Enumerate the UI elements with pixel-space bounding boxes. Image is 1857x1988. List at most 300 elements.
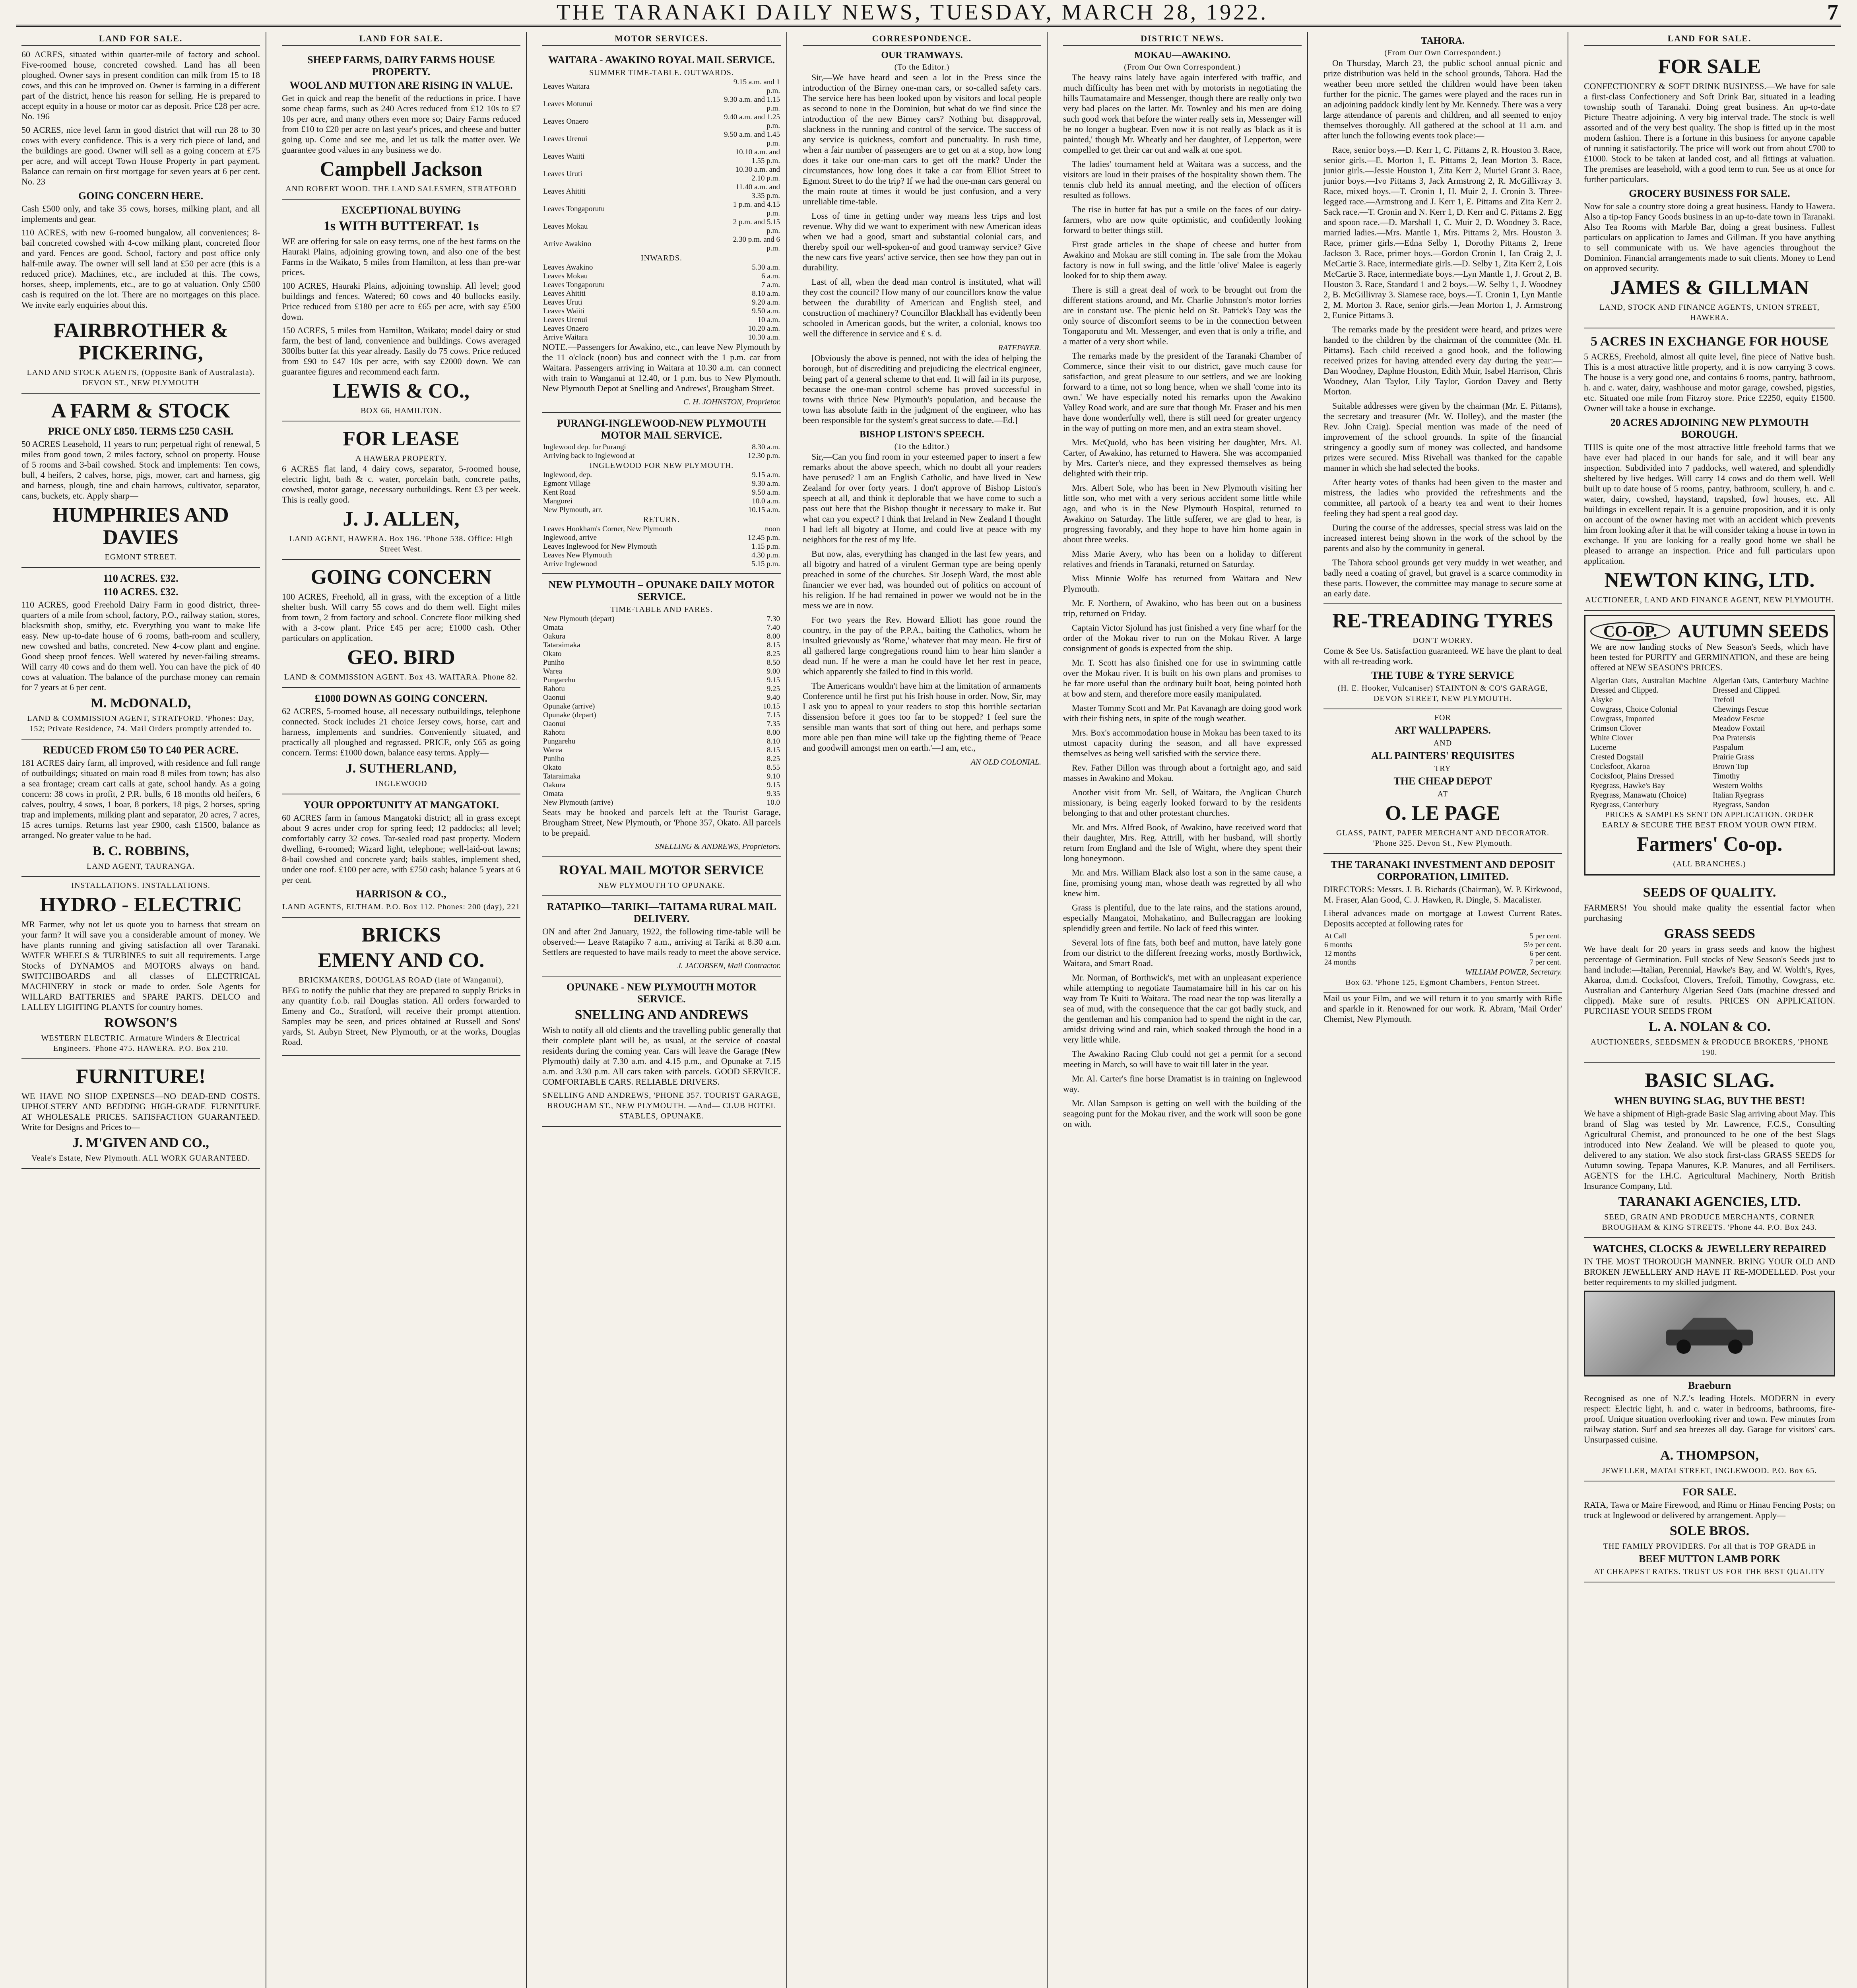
stop-name: Pungarehu xyxy=(543,737,576,746)
timetable-row xyxy=(542,693,781,702)
stop-name: Puniho xyxy=(543,755,565,763)
taranaki-agencies-sub: SEED, GRAIN AND PRODUCE MERCHANTS, CORNER BROUGHAM & KING STREETS. 'Phone 44. P.O. Box 243. xyxy=(1602,1213,1817,1232)
allen-address: LAND AGENT, HAWERA. Box 196. 'Phone 538. Office: High Street West. xyxy=(289,534,513,553)
news-paragraph: Master Tommy Scott and Mr. Pat Kavanagh are doing good work with their fishing nets, in spite of the rough weather. xyxy=(1063,703,1302,723)
stop-name: Leaves Motunui xyxy=(543,100,593,108)
stop-time: 9.10 xyxy=(766,772,780,780)
timetable-row xyxy=(542,755,781,763)
stop-name: Leaves Inglewood for New Plymouth xyxy=(543,542,657,551)
basic-slag-sub: WHEN BUYING SLAG, BUY THE BEST! xyxy=(1614,1095,1805,1107)
grass-seeds-heading: GRASS SEEDS xyxy=(1664,926,1755,941)
acres-heading-b: 110 ACRES. £32. xyxy=(103,586,179,598)
stop-name: Warea xyxy=(543,667,563,676)
confectionery-text: CONFECTIONERY & SOFT DRINK BUSINESS.—We have for sale a first-class Confectionery and Soft Drink Bar, situated in a leading township south of Taranaki. Doing great business. An up-to-date Picture Theatre adjoining. A very big interval trade. The stock is well assorted and of the very best quality. The shop is fitted up in the most modern fashion. There is a fortune in this business for anyone capable of running it satisfactorily. The price will work out from about £700 to £1000. Stock to be taken at landed cost, and all fittings at valuation. The premises are leasehold, with a good term to run. See us at once for further particulars. xyxy=(1584,81,1835,184)
stop-name: Leaves Urenui xyxy=(543,135,588,143)
harrison-heading: HARRISON & CO., xyxy=(356,888,446,900)
retreading-heading: RE-TREADING TYRES xyxy=(1332,610,1553,632)
timetable-row xyxy=(542,324,781,333)
watches-text: IN THE MOST THOROUGH MANNER. BRING YOUR OLD AND BROKEN JEWELLERY AND HAVE IT RE-MODELLED. Post your better requirements to my skilled judgment. xyxy=(1584,1256,1835,1287)
ad-50-acres: 50 ACRES, nice level farm in good district that will run 28 to 30 cows with every confidence. This is a very rich piece of land, and the buildings are good. Owner will sell as a going concern at £75 per acre, and will accept Town House Property in part payment. Balance can remain on first mortgage for seven years at 6 per cent. No. 23 xyxy=(21,125,260,186)
column-2 xyxy=(276,32,527,1988)
news-paragraph: Mrs. Albert Sole, who has been in New Plymouth visiting her little son, who met with a very serious accident some little while ago, and who is in the New Plymouth Hospital, returned to Awakino on Saturday. The little sufferer, we are glad to hear, is progressing favorably, and they hope to have him home again in about three weeks. xyxy=(1063,483,1302,544)
stop-name: Leaves Tongaporutu xyxy=(543,205,605,213)
agent-humphries: HUMPHRIES AND DAVIES xyxy=(52,504,229,549)
stop-name: 24 months xyxy=(1324,958,1356,967)
news-paragraph: First grade articles in the shape of cheese and butter from Awakino and Mokau are still coming in. The sale from the Mokau factory is now in full swing, and the little 'olive' Malee is eagerly looked for to ship them away. xyxy=(1063,239,1302,280)
seeds-quality-intro: FARMERS! You should make quality the essential factor when purchasing xyxy=(1584,903,1835,923)
seed-item: Meadow Foxtail xyxy=(1713,724,1765,733)
letter-paragraph: But now, alas, everything has changed in the last few years, and all bigotry and hatred of a virulent German type are being openly preached in some of the churches. Sir Joseph Ward, the most able financier we ever had, was hounded out of politics on account of his religion. If he had remained in power we would not be in the mess we are in now. xyxy=(803,549,1041,610)
investment-heading: THE TARANAKI INVESTMENT AND DEPOSIT CORPORATION, LIMITED. xyxy=(1331,859,1555,882)
stop-time: 9.15 a.m. and 1 p.m. xyxy=(733,78,780,95)
stop-time: 10 a.m. xyxy=(757,316,780,324)
timetable-row xyxy=(542,298,781,307)
timetable-row xyxy=(542,130,781,148)
letter-to: (To the Editor.) xyxy=(894,442,950,451)
buying-text: WE are offering for sale on easy terms, one of the best farms on the Hauraki Plains, adjoining growing town, and also one of the best Farms in the Waikato, 5 miles from Hamilton, at less than pre-war prices. xyxy=(282,236,520,277)
purangi-heading: PURANGI-INGLEWOOD-NEW PLYMOUTH MOTOR MAIL SERVICE. xyxy=(557,417,766,441)
timetable-row xyxy=(542,763,781,772)
ratapiko-heading: RATAPIKO—TARIKI—TAITAMA RURAL MAIL DELIVERY. xyxy=(547,901,776,924)
stop-name: Pungarehu xyxy=(543,676,576,684)
news-paragraph: The heavy rains lately have again interfered with traffic, and much difficulty has been met with by motorists in negotiating the hills Taumatamaire and Messenger, though there are really only two very bad places on the latter. Mr. Townley and his men are doing such good work that before the winter really sets in, Messenger will be no longer a bugbear. Even now it is not really as 'black as it is painted,' though Mr. Wheatly and her daughter, of Lepperton, were compelled to get their car out and walk at one spot. xyxy=(1063,72,1302,155)
news-paragraph: Mrs. McQuold, who has been visiting her daughter, Mrs. Al. Carter, of Awakino, has returned to Hawera. She was accompanied by Mrs. Carter's niece, and they expressed themselves as being delighted with their trip. xyxy=(1063,437,1302,478)
stop-time: 8.00 xyxy=(766,728,780,737)
campbell-jackson-heading: Campbell Jackson xyxy=(320,158,483,181)
column-7 xyxy=(1578,32,1841,1988)
timetable-row xyxy=(542,685,781,693)
rate-row xyxy=(1323,958,1562,967)
seed-item: Brown Top xyxy=(1713,762,1748,771)
rate-row xyxy=(1323,941,1562,949)
johnston-signature: C. H. JOHNSTON, Proprietor. xyxy=(683,398,781,406)
stop-name: Puniho xyxy=(543,658,565,667)
acres-heading-a: 110 ACRES. £32. xyxy=(103,573,179,584)
stop-time: 10.15 a.m. xyxy=(748,506,780,514)
stop-name: Okato xyxy=(543,763,562,772)
np-opunake-heading: NEW PLYMOUTH – OPUNAKE DAILY MOTOR SERVICE. xyxy=(548,579,775,602)
stop-time: 5 per cent. xyxy=(1529,932,1561,940)
news-paragraph: Miss Minnie Wolfe has returned from Waitara and New Plymouth. xyxy=(1063,573,1302,594)
stop-time: 9.50 a.m. xyxy=(752,488,780,497)
stop-name: Oakura xyxy=(543,781,565,789)
stop-time: 2 p.m. and 5.15 p.m. xyxy=(733,218,780,235)
timetable-row xyxy=(542,551,781,560)
stop-name: Oaonui xyxy=(543,720,565,728)
seed-item: Crested Dogstail xyxy=(1590,753,1644,761)
coop-prices: PRICES & SAMPLES SENT ON APPLICATION. ORDER EARLY & SECURE THE BEST FROM YOUR OWN FIRM. xyxy=(1602,810,1817,829)
stop-name: Leaves Ahititi xyxy=(543,187,586,196)
jacobsen-signature: J. JACOBSEN, Mail Contractor. xyxy=(677,961,781,970)
news-paragraph: There is still a great deal of work to be brought out from the different stations around, and Mr. Charlie Johnston's motor lorries are in constant use. The picnic held on St. Patrick's Day was the only source of discomfort seems to be in the connection between Tongaporutu and Mt. Messenger, and even that is only a trifle, and a matter of a very short while. xyxy=(1063,285,1302,346)
letter-title: OUR TRAMWAYS. xyxy=(881,50,963,60)
news-paragraph: The Awakino Racing Club could not get a permit for a second meeting in March, so will have to wait till later in the year. xyxy=(1063,1049,1302,1069)
stop-name: Leaves Mokau xyxy=(543,222,588,231)
race-results: Race, senior boys.—D. Kerr 1, C. Pittams 2, R. Houston 3. Race, senior girls.—E. Morton 1, E. Pittams 2, Jean Morton 3. Race, junior girls.—Jessie Houston 1, Zita Kerr 2, Muriel Grant 3. Race, junior boys.—Ivo Pittams 3, Jack Armstrong 2, R. McGillivray 3. Race, mixed boys.—T. Cronin 1, H. Muir 2, J. Cronin 3. Three-legged race.—Armstrong and J. Kerr 1, E. Pittams and Zita Kerr 2. Sack race.—T. Cronin and N. Kerr 1, D. Kerr and C. Pittams 2. Egg and spoon race.—D. Marshall 1, C. Muir 2, D. Woodney 3. Race, married ladies.—Mrs. Mantle 1, Mrs. Pittams 2, Mrs. Houston 3. Race, primer girls.—Edna Selby 1, Dorothy Pittams 2, Irene Jackson 3. Race, primer boys.—Gordon Cronin 1, Ian Craig 2, J. McCartie 3. Race, intermediate girls.—D. Selby 1, Zita Kerr 2, Lois McCartie 3. Race, intermediate boys.—Lyn Mantle 1, J. Grout 2, B. Houston 3. Race, Standard 1 and 2 boys.—W. Selby 1, J. Woodney 2, B. McGillivray 3. Siamese race, boys.—T. Cronin 1, Lyn Mantle 2, M. Morton 3. Race, senior girls.—Jean Morton 1, J. Armstrong 2, Eunice Pittams 3. xyxy=(1323,145,1562,320)
timetable-row xyxy=(542,183,781,200)
stop-time: 6 per cent. xyxy=(1529,949,1561,958)
stop-name: 12 months xyxy=(1324,949,1356,958)
seed-item: Meadow Fescue xyxy=(1713,714,1765,723)
wool-text: Get in quick and reap the benefit of the reductions in price. I have some cheap farms, such as 240 Acres reduced from £12 10s to £7 10s per acre, and many others even more so; Dairy Farms reduced from £10 to £20 per acre on last year's prices, and cheese and butter going up. Come and see me, and let us talk the matter over. We guarantee good values in any business we do. xyxy=(282,93,520,155)
stop-name: Inglewood, arrive xyxy=(543,534,597,542)
timetable-row xyxy=(542,798,781,807)
for-lease-sub: A HAWERA PROPERTY. xyxy=(355,454,447,463)
editor-note: [Obviously the above is penned, not with the idea of helping the borough, but of discrediting and prejudicing the electrical engineer, being part of a general scheme to that end. It will fail in its purpose, because the one-man control scheme has proved successful in towns with thrice New Plymouth's population, and because the town has absolute faith in the judgment of the engineer, who has been responsible for the system's great success to date.—Ed.] xyxy=(803,353,1041,425)
letter-signature: AN OLD COLONIAL. xyxy=(970,758,1041,767)
opportunity-text: 60 ACRES farm in famous Mangatoki district; all in grass except about 9 acres under crop for spring feed; 12 paddocks; all level; comfortably carry 32 cows. Tar-sealed road past property. Modern dwelling, 6-roomed; Wizard light, telephone; well-laid-out lawns; 8-bail cowshed and concrete yard; bails stables, implement shed, under one roof. £100 per acre, with £750 cash; balance 5 years at 6 per cent. xyxy=(282,813,520,885)
ad-dairy-farm: 110 ACRES, good Freehold Dairy Farm in good district, three-quarters of a mile from school, factory, P.O., railway station, stores, blacksmith shop, smithy, etc. Everything you want to make life easy. New up-to-date house of 6 rooms, bath-room and scullery, new cowshed and baths, concreted. New 4-cow plant and engine. Good sheep proof fences. Well watered by never-failing streams. Will carry 40 cows and do them well. You can have the pick of 40 cows at valuation. The balance of the purchase money can remain for 7 years at 6 per cent. xyxy=(21,600,260,692)
waitara-awakino-sub: SUMMER TIME-TABLE. OUTWARDS. xyxy=(589,68,734,77)
braeburn-name: Braeburn xyxy=(1688,1380,1731,1391)
stop-name: Leaves Onaero xyxy=(543,324,589,333)
stop-name: Oakura xyxy=(543,632,565,641)
basic-slag-text: We have a shipment of High-grade Basic Slag arriving about May. This brand of Slag was tested by Mr. Lawrence, F.C.S., Consulting Agricultural Chemist, and pronounced to be one of the best Slags introduced into New Zealand. We will be pleased to quote you, delivered to any station. We also stock first-class GRASS SEEDS for Autumn sowing. Tepapa Manures, K.P. Manures, and all Fertilisers. AGENTS for the I.H.C. Agricultural Machinery, North British Insurance Company, Ltd. xyxy=(1584,1109,1835,1191)
stop-time: 8.25 xyxy=(766,650,780,658)
stop-name: Leaves Waiiti xyxy=(543,152,585,161)
column-header: LAND FOR SALE. xyxy=(1584,32,1835,46)
firewood-heading: FOR SALE. xyxy=(1682,1486,1737,1498)
inwards-heading: INWARDS. xyxy=(640,254,683,262)
emeny-sub: BRICKMAKERS, DOUGLAS ROAD (late of Wanganui), xyxy=(299,976,504,984)
grass-seeds-text: We have dealt for 20 years in grass seeds and know the highest percentage of Germination. Full stocks of New Season's Seeds just to hand include:—Italian, Perennial, Hawke's Bay, and W. Wolth's, Ryes, Akaroa, d.m.d. Cocksfoot, Clovers, Trefoil, Timothy, Cowgrass, etc. Australian and Canterbury Algerian Seed Oats (machine dressed and clipped). Make sure of results. PRICES ON APPLICATION. PURCHASE YOUR SEEDS FROM xyxy=(1584,944,1835,1016)
stop-name: Leaves Urenui xyxy=(543,316,588,324)
deposit-rates xyxy=(1323,932,1562,967)
emeny-text: BEG to notify the public that they are prepared to supply Bricks in any quantity f.o.b. rail Douglas station. All orders forwarded to Emeny and Co., Stratford, will receive their prompt attention. Samples may be seen, and prices obtained at Russell and Sons' yards, St. Aubyn Street, New Plymouth, or at the works, Douglas Road. xyxy=(282,985,520,1047)
sutherland-heading: J. SUTHERLAND, xyxy=(345,761,457,776)
ad-hamilton: 150 ACRES, 5 miles from Hamilton, Waikato; model dairy or stud farm, the best of land, convenience and buildings. Cows averaged 300lbs butter fat this year already. Easily do 75 cows. Price reduced from £90 to £47 10s per acre, with say £2000 down. We can guarantee figures and recommend each farm. xyxy=(282,325,520,377)
timetable-row xyxy=(542,534,781,542)
snelling-andrews-heading: SNELLING AND ANDREWS xyxy=(574,1008,749,1022)
seed-item: Algerian Oats, Canterbury Machine Dressed and Clipped. xyxy=(1713,676,1829,695)
news-paragraph: Rev. Father Dillon was through about a fortnight ago, and said masses in Awakino and Mokau. xyxy=(1063,763,1302,783)
farm-stock-heading: A FARM & STOCK xyxy=(51,400,231,422)
inglewood-heading: INGLEWOOD FOR NEW PLYMOUTH. xyxy=(589,461,734,470)
district-title: MOKAU—AWAKINO. xyxy=(1134,50,1230,60)
timetable-row xyxy=(542,307,781,316)
timetable-row xyxy=(542,263,781,272)
sole-bros-sub: THE FAMILY PROVIDERS. For all that is TOP GRADE in xyxy=(1603,1542,1816,1551)
agent-robbins: B. C. ROBBINS, xyxy=(92,844,189,858)
stop-time: 7.30 xyxy=(766,615,780,623)
going-concern-heading: GOING CONCERN xyxy=(310,566,492,588)
for-sale-heading: FOR SALE xyxy=(1658,55,1761,78)
stop-time: 9.50 a.m. and 1.45 p.m. xyxy=(724,130,780,148)
timetable-note: NOTE.—Passengers for Awakino, etc., can leave New Plymouth by the 11 o'clock (noon) bus and connect with the 1 p.m. car from Waitara. Passengers arriving in Waitara at 10.30 a.m. can connect with train to Wanganui at 12.40, or 1 p.m. bus to New Plymouth. New Plymouth Depot at Snelling and Andrews', Brougham Street. xyxy=(542,342,781,393)
timetable-row xyxy=(542,676,781,685)
stop-time: 8.15 xyxy=(766,641,780,649)
seed-item: Prairie Grass xyxy=(1713,753,1754,761)
le-page-heading: O. LE PAGE xyxy=(1385,802,1500,825)
braeburn-hotel-image xyxy=(1584,1291,1835,1376)
stop-time: 10.0 xyxy=(766,798,780,807)
stop-time: 9.30 a.m. and 1.15 p.m. xyxy=(724,95,780,113)
stop-name: Leaves Mokau xyxy=(543,272,588,280)
seed-item: Chewings Fescue xyxy=(1713,705,1769,714)
down-text: 62 ACRES, 5-roomed house, all necessary outbuildings, telephone connected. Stock includes 21 choice Jersey cows, horse, cart and harness, implements and sundries. Conveniently situated, and practically all ploughed and regrassed. PRICE, only £65 as going concern. Terms: £1000 down, balance easy terms. Apply— xyxy=(282,706,520,757)
letter-to: (To the Editor.) xyxy=(894,63,950,72)
stop-name: Egmont Village xyxy=(543,480,591,488)
np-opunake-timetable xyxy=(542,615,781,711)
timetable-row xyxy=(542,711,781,720)
basic-slag-heading: BASIC SLAG. xyxy=(1644,1069,1775,1092)
bird-heading: GEO. BIRD xyxy=(347,646,455,669)
stop-time: 7.40 xyxy=(766,623,780,632)
hydro-electric-heading: HYDRO - ELECTRIC xyxy=(39,893,242,916)
ad-110-acres: 110 ACRES, with new 6-roomed bungalow, all conveniences; 8-bail concreted cowshed with 4-cow milking plant, concreted floor and yard. Fences are good. School, factory and post office only half-mile away. The owner will sell land at £50 per acre (this is a reduced price). Machines, etc., are included at this. The cows, horses, sheep, implements, etc., are to go at valuation. Only £500 cash is required on the lot. There are no mortgages on this place. We invite early enquiries about this. xyxy=(21,227,260,310)
thompson-heading: A. THOMPSON, xyxy=(1660,1448,1759,1463)
grocery-heading: GROCERY BUSINESS FOR SALE. xyxy=(1629,188,1790,199)
bricks-heading: BRICKS xyxy=(361,924,441,946)
snelling-andrews-sig: SNELLING AND ANDREWS, 'PHONE 357. TOURIST GARAGE, BROUGHAM ST., NEW PLYMOUTH. —And— CLUB HOTEL STABLES, OPUNAKE. xyxy=(542,1091,781,1120)
retreading-text: Come & See Us. Satisfaction guaranteed. WE have the plant to deal with all re-treading work. xyxy=(1323,646,1562,666)
stop-time: 9.15 xyxy=(766,781,780,789)
news-paragraph: Mr. and Mrs. William Black also lost a son in the same cause, a fine, promising young man, whose death was regretted by all who knew him. xyxy=(1063,868,1302,898)
art-and: AND xyxy=(1433,739,1452,747)
timetable-row xyxy=(542,165,781,183)
seed-item: Alsyke xyxy=(1590,695,1613,704)
timetable-row xyxy=(542,667,781,676)
column-header: LAND FOR SALE. xyxy=(21,32,260,46)
stop-time: 8.50 xyxy=(766,658,780,667)
stop-time: 9.15 xyxy=(766,676,780,684)
news-paragraph: The ladies' tournament held at Waitara was a success, and the visitors are loud in their praises of the hospitality shown them. The tennis club held its annual meeting, and the election of officers resulted as follows. xyxy=(1063,159,1302,200)
stop-time: 10.0 a.m. xyxy=(752,497,780,505)
seed-item: Western Wolths xyxy=(1713,781,1763,790)
stop-time: 7 a.m. xyxy=(761,281,780,289)
stop-time: 8.15 xyxy=(766,746,780,754)
correspondent-line: (From Our Own Correspondent.) xyxy=(1384,49,1501,57)
stop-time: 9.40 a.m. and 1.25 p.m. xyxy=(724,113,780,130)
timetable-row xyxy=(542,728,781,737)
timetable-row xyxy=(542,480,781,488)
exceptional-buying-heading: EXCEPTIONAL BUYING xyxy=(342,204,461,216)
ratapiko-text: ON and after 2nd January, 1922, the following time-table will be observed:— Leave Ratapiko 7 a.m., arriving at Tariki at 8.30 a.m. Settlers are requested to have mails ready to meet the above service. xyxy=(542,926,781,957)
power-address: Box 63. 'Phone 125, Egmont Chambers, Fenton Street. xyxy=(1345,978,1540,987)
stop-name: New Plymouth, arr. xyxy=(543,506,602,514)
stop-name: At Call xyxy=(1324,932,1347,940)
waitara-awakino-heading: WAITARA - AWAKINO ROYAL MAIL SERVICE. xyxy=(548,54,775,66)
stop-time: 8.55 xyxy=(766,763,780,772)
snelling-signature: SNELLING & ANDREWS, Proprietors. xyxy=(655,842,781,851)
column-1 xyxy=(16,32,266,1988)
autumn-seeds-heading: AUTUMN SEEDS xyxy=(1677,621,1829,642)
stop-name: Kent Road xyxy=(543,488,576,497)
for-lease-heading: FOR LEASE xyxy=(343,427,460,450)
stop-time: 4.30 p.m. xyxy=(751,551,780,559)
agent-mcdonald-address: LAND & COMMISSION AGENT, STRATFORD. 'Phones: Day, 152; Private Residence, 74. Mail Orders promptly attended to. xyxy=(27,714,254,733)
art-for: FOR xyxy=(1434,713,1451,722)
timetable-row xyxy=(542,746,781,755)
watches-heading: WATCHES, CLOCKS & JEWELLERY REPAIRED xyxy=(1593,1243,1826,1254)
stop-time: 9.00 xyxy=(766,667,780,676)
stop-name: Leaves Uruti xyxy=(543,298,582,307)
lewis-heading: LEWIS & CO., xyxy=(333,380,470,402)
going-concern-heading: GOING CONCERN HERE. xyxy=(78,190,204,202)
agent-mcdonald: M. McDONALD, xyxy=(90,696,191,711)
inglewood-timetable xyxy=(542,471,781,514)
stop-time: 10.15 xyxy=(763,702,780,711)
timetable-row xyxy=(542,650,781,658)
stop-time: 5½ per cent. xyxy=(1524,941,1561,949)
stop-time: 7 per cent. xyxy=(1529,958,1561,967)
stop-name: Leaves Hookham's Corner, New Plymouth xyxy=(543,525,673,533)
seed-item: Cowgrass, Imported xyxy=(1590,714,1655,723)
stop-time: 9.30 a.m. xyxy=(752,480,780,488)
column-header: MOTOR SERVICES. xyxy=(542,32,781,46)
farm-stock-text: 50 ACRES Leasehold, 11 years to run; perpetual right of renewal, 5 miles from good town, 2 miles factory, school on property. House of 5 rooms and 3-bail cowshed. Stock and implements: Ten cows, bull, 4 heifers, 2 calves, horse, pigs, mower, cart and harness, gig and harness, plough, tine and chain harrows, cultivator, separator, cans, buckets, etc. Apply sharp— xyxy=(21,439,260,501)
braeburn-text: Recognised as one of N.Z.'s leading Hotels. MODERN in every respect: Electric light, h. and c. water in bedrooms, bathrooms, fire-proof. Unique situation overlooking river and town. Few minutes from railway station. Surf and sea breezes all day. Garage for visitors' cars. Unsurpassed cuisine. xyxy=(1584,1393,1835,1444)
bird-address: LAND & COMMISSION AGENT. Box 43. WAITARA. Phone 82. xyxy=(284,673,518,681)
masthead-title: THE TARANAKI DAILY NEWS, TUESDAY, MARCH 28, 1922. xyxy=(556,0,1269,25)
stop-name: Inglewood dep. for Purangi xyxy=(543,443,626,451)
news-paragraph: The Tahora school grounds get very muddy in wet weather, and badly need a coating of gravel, but gravel is a scarce commodity in these parts. However, the committee may manage to secure some at an early date. xyxy=(1323,557,1562,598)
timetable-row xyxy=(542,95,781,113)
inwards-timetable xyxy=(542,263,781,342)
seed-item: Algerian Oats, Australian Machine Dressed and Clipped. xyxy=(1590,676,1706,695)
timetable-row xyxy=(542,737,781,746)
mcgiven-heading: J. M'GIVEN AND CO., xyxy=(72,1136,209,1150)
stop-name: Arrive Waitara xyxy=(543,333,588,342)
stop-time: 12.45 p.m. xyxy=(747,534,780,542)
return-timetable xyxy=(542,525,781,569)
news-paragraph: Mr. F. Northern, of Awakino, who has been out on a business trip, returned on Friday. xyxy=(1063,598,1302,618)
installations-label: INSTALLATIONS. INSTALLATIONS. xyxy=(71,881,210,890)
newton-king-heading: NEWTON KING, LTD. xyxy=(1604,569,1815,592)
stop-time: 1.15 p.m. xyxy=(751,542,780,551)
letter-paragraph: Last of all, when the dead man control is instituted, what will they cost the council? How many of our councillors know the value between the durability of American and English steel, and construction of machinery? Councillor Blackhall has evidently been schooled in American goods, but the writer, a colonial, knows too well the difference in service and £ s. d. xyxy=(803,277,1041,338)
outwards-timetable xyxy=(542,78,781,253)
timetable-row xyxy=(542,542,781,551)
agent-robbins-address: LAND AGENT, TAURANGA. xyxy=(87,862,195,871)
letter-title: BISHOP LISTON'S SPEECH. xyxy=(860,429,984,440)
timetable-row xyxy=(542,316,781,324)
letter-paragraph: Sir,—Can you find room in your esteemed paper to insert a few remarks about the above speech, which no doubt all your readers have perused? I am an English Catholic, and have lived in New Zealand for over forty years. I don't approve of Bishop Liston's speech at all, and think it deplorable that we have come to such a pass out here that the Bishop thought it necessary to make it. But what can you expect? I think that Ireland in New Zealand I thought I had left all bigotry at Home, and could live at peace with my neighbors for the rest of my life. xyxy=(803,452,1041,544)
news-paragraph: The remarks made by the president of the Taranaki Chamber of Commerce, since their visit to our district, gave much cause for satisfaction, and great pleasure to our settlers, and we are looking forward to a time, not so long hence, when we shall 'come into its own.' We have especially noted his remarks upon the Awakino Valley Road work, and are sure that though Mr. Fraser and his men have done wonderfully well, there is still need for greater urgency in the way of putting on more men, and an extra steam shovel. xyxy=(1063,351,1302,433)
stop-time: 8.10 xyxy=(766,737,780,746)
rowsons-address: WESTERN ELECTRIC. Armature Winders & Electrical Engineers. 'Phone 475. HAWERA. P.O. Box 210. xyxy=(41,1034,241,1053)
timetable-row xyxy=(542,560,781,569)
timetable-row xyxy=(542,506,781,514)
stop-name: 6 months xyxy=(1324,941,1352,949)
column-3 xyxy=(537,32,787,1988)
stop-time: 9.25 xyxy=(766,685,780,693)
stop-name: Opunake (depart) xyxy=(543,711,596,719)
timetable-row xyxy=(542,772,781,781)
grocery-text: Now for sale a country store doing a great business. Handy to Hawera. Also a tip-top Fancy Goods business in an up-to-date town in Taranaki. Also Tea Rooms with Marble Bar, doing a great business. Fullest particulars on application to James and Gillman. If you have anything to sell communicate with us. We have agencies throughout the Dominion. Financial arrangements made to suit clients. Money to Lend on approved security. xyxy=(1584,201,1835,273)
stop-name: New Plymouth (arrive) xyxy=(543,798,613,807)
stop-time: 7.35 xyxy=(766,720,780,728)
tube-tyre-heading: THE TUBE & TYRE SERVICE xyxy=(1371,670,1514,681)
furniture-text: WE HAVE NO SHOP EXPENSES—NO DEAD-END COSTS. UPHOLSTERY AND BEDDING HIGH-GRADE FURNITURE AT WHOLESALE PRICES. SATISFACTION GUARANTEED. Write for Designs and Prices to— xyxy=(21,1091,260,1132)
news-paragraph: Mr. Allan Sampson is getting on well with the building of the seagoing punt for the Mokau river, and the work will soon be gone on with. xyxy=(1063,1098,1302,1129)
opunake-np-heading: OPUNAKE - NEW PLYMOUTH MOTOR SERVICE. xyxy=(567,981,757,1005)
rate-row xyxy=(1323,932,1562,941)
letter-paragraph: The Americans wouldn't have him at the limitation of armaments Conference until he first put his Irish house in order. Now, Sir, may I ask you to appeal to your readers to stop this horrible sectarian dissension before it goes too far to be stopped? I feel sure the sensible man wants that sort of thing out here, and perhaps some more able pen than mine will take up the fighting theme of 'Peace and goodwill amongst men on earth.'—I am, etc., xyxy=(803,681,1041,753)
harrison-address: LAND AGENTS, ELTHAM. P.O. Box 112. Phones: 200 (day), 221 xyxy=(282,903,520,911)
mcgiven-address: Veale's Estate, New Plymouth. ALL WORK GUARANTEED. xyxy=(31,1154,250,1163)
for-lease-text: 6 ACRES flat land, 4 dairy cows, separator, 5-roomed house, electric light, bath & c. water, porcelain bath, concrete paths, cowshed, motor garage, necessary outbuildings. Rent £3 per week. This is really good. xyxy=(282,464,520,505)
snelling-andrews-text: Wish to notify all old clients and the travelling public generally that their complete plant will be, as usual, at the service of coastal residents during the coming year. Cars will leave the Garage (New Plymouth) daily at 7.30 a.m. and 4.15 p.m., and Opunake at 7.15 a.m. and 3.30 p.m. All cars taken with parcels. GOOD SERVICE. COMFORTABLE CARS. RELIABLE DRIVERS. xyxy=(542,1025,781,1087)
timetable-row xyxy=(542,658,781,667)
opportunity-heading: YOUR OPPORTUNITY AT MANGATOKI. xyxy=(303,799,499,811)
stop-time: noon xyxy=(765,525,780,533)
seed-item: Paspalum xyxy=(1713,743,1744,752)
stop-time: 2.30 p.m. and 6 p.m. xyxy=(733,235,780,252)
stop-name: Oaonui xyxy=(543,693,565,702)
timetable-row xyxy=(542,235,781,253)
allen-heading: J. J. ALLEN, xyxy=(343,508,460,530)
news-paragraph: Mrs. Box's accommodation house in Mokau has been taxed to its utmost capacity during the season, and all have expressed themselves as being well satisfied with the service there. xyxy=(1063,728,1302,758)
stop-name: Leaves Tongaporutu xyxy=(543,281,605,289)
timetable-row xyxy=(542,632,781,641)
timetable-row xyxy=(542,641,781,650)
painters-requisites: ALL PAINTERS' REQUISITES xyxy=(1371,750,1515,761)
stop-name: Arriving back to Inglewood at xyxy=(543,452,635,460)
timetable-row xyxy=(542,272,781,281)
coop-seeds-ad xyxy=(1584,615,1835,876)
news-paragraph: Mr. Al. Carter's fine horse Dramatist is in training on Inglewood way. xyxy=(1063,1074,1302,1094)
stop-time: 11.40 a.m. and 3.35 p.m. xyxy=(735,183,780,200)
deposits-intro: Liberal advances made on mortgage at Lowest Current Rates. Deposits accepted at following rates for xyxy=(1323,908,1562,928)
stop-time: 1 p.m. and 4.15 p.m. xyxy=(733,200,780,217)
meats-footer: AT CHEAPEST RATES. TRUST US FOR THE BEST QUALITY xyxy=(1594,1567,1825,1576)
news-paragraph: The remarks made by the president were heard, and prizes were handed to the children by the chairman of the committee (Mr. H. Pittams). Each child received a good book, and the following received prizes for having attended every day during the year:—Dan Woodney, Daphne Houston, Edith Muir, Isabel Harrison, Chris Woodney, Alan Taylor, Lily Taylor, Gordon Davey and Betty Morton. xyxy=(1323,324,1562,396)
seeds-quality-heading: SEEDS OF QUALITY. xyxy=(1643,885,1776,900)
lewis-address: BOX 66, HAMILTON. xyxy=(361,406,442,415)
timetable-row xyxy=(542,148,781,165)
stop-name: Warea xyxy=(543,746,563,754)
agent-fairbrother-address: LAND AND STOCK AGENTS, (Opposite Bank of Australasia). DEVON ST., NEW PLYMOUTH xyxy=(27,368,255,387)
stop-name: Okato xyxy=(543,650,562,658)
agent-humphries-address: EGMONT STREET. xyxy=(105,553,177,561)
cheap-depot: THE CHEAP DEPOT xyxy=(1393,775,1492,787)
timetable-row xyxy=(542,218,781,235)
timetable-row xyxy=(542,720,781,728)
taranaki-agencies-heading: TARANAKI AGENCIES, LTD. xyxy=(1618,1194,1801,1209)
timetable-row xyxy=(542,781,781,790)
stop-name: Leaves Awakino xyxy=(543,263,593,272)
stop-name: Inglewood, dep. xyxy=(543,471,592,479)
stop-name: Leaves Waiiti xyxy=(543,307,585,315)
seed-item: Cocksfoot, Plains Dressed xyxy=(1590,772,1674,780)
np-opunake-note: Seats may be booked and parcels left at the Tourist Garage, Brougham Street, New Plymouth, or 'Phone 357, Okato. All parcels to be prepaid. xyxy=(542,807,781,838)
ad-hauraki: 100 ACRES, Hauraki Plains, adjoining township. All level; good buildings and fences. Watered; 60 cows and 40 bullocks easily. Price reduced from £180 per acre to £65 per acre, with say £500 down. xyxy=(282,281,520,322)
stop-name: Opunake (arrive) xyxy=(543,702,595,711)
stop-name: Leaves Onaero xyxy=(543,117,589,126)
timetable-row xyxy=(542,623,781,632)
james-gillman-heading: JAMES & GILLMAN xyxy=(1610,276,1809,299)
stop-time: 7.15 xyxy=(766,711,780,719)
stop-time: 9.20 a.m. xyxy=(752,298,780,307)
timetable-row xyxy=(542,289,781,298)
column-5 xyxy=(1058,32,1308,1988)
borough-text: THIS is quite one of the most attractive little freehold farms that we have ever had placed in our hands for sale, and it will bear any inspection. Subdivided into 7 paddocks, well watered, and splendidly sheltered by live hedges. Will carry 14 cows and do them well. Well built up to date house of 5 rooms, pantry, bathroom, scullery, h. and c. water, dairy, cowshed, haystand, trapshed, fowl houses, etc. All buildings in excellent repair. It is a genuine proposition, and it is only on account of the owner having met with an accident which prevents him from looking after it that he will consider taking a house in town in exchange. If you are looking for a really good home we shall be pleased to arrange an inspection. Price and full particulars upon application. xyxy=(1584,442,1835,566)
timetable-row xyxy=(542,452,781,460)
timetable-row xyxy=(542,790,781,798)
wool-heading: WOOL AND MUTTON ARE RISING IN VALUE. xyxy=(289,80,513,91)
timetable-row xyxy=(542,488,781,497)
opunake-np-timetable xyxy=(542,711,781,807)
stop-name: Tataraimaka xyxy=(543,641,580,649)
return-heading: RETURN. xyxy=(643,515,680,524)
royal-mail-heading: ROYAL MAIL MOTOR SERVICE xyxy=(559,863,764,878)
stop-name: Arrive Awakino xyxy=(543,240,592,248)
stop-time: 8.10 a.m. xyxy=(752,289,780,298)
stop-name: Leaves New Plymouth xyxy=(543,551,612,559)
timetable-row xyxy=(542,615,781,623)
stop-name: Omata xyxy=(543,623,563,632)
